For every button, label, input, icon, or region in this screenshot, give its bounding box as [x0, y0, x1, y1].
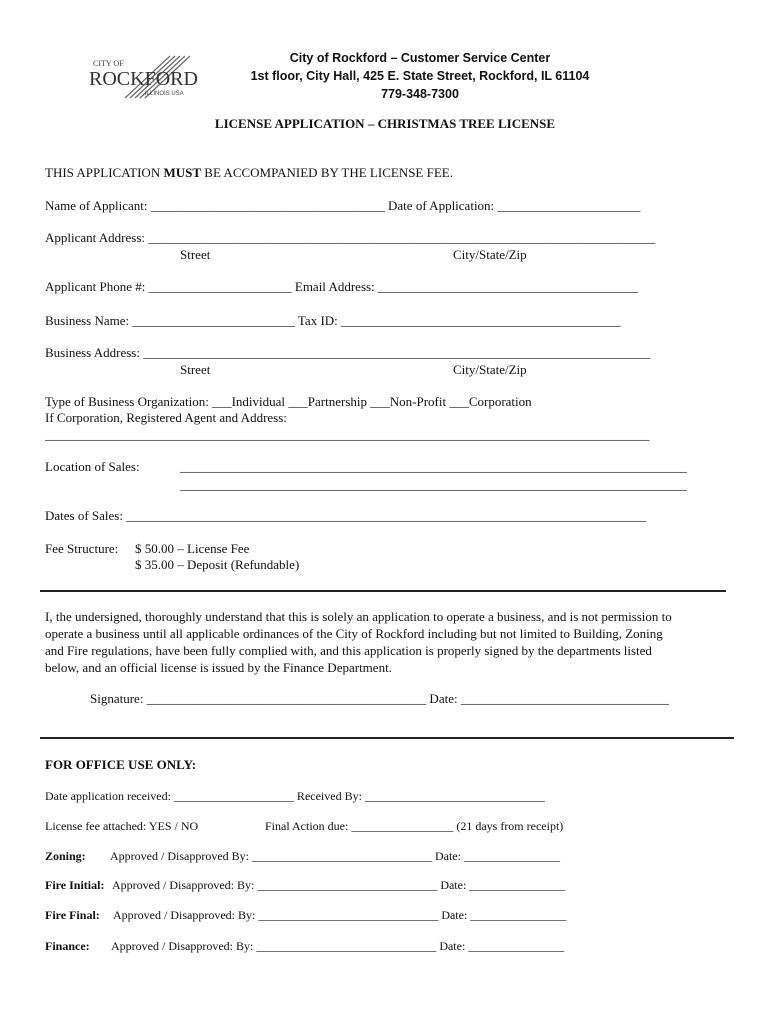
street-label-2: Street — [180, 362, 211, 377]
received-field[interactable]: Date application received: ____________________ Received By: ______________________________ — [45, 789, 545, 803]
header-phone: 779-348-7300 — [381, 87, 459, 101]
logo-line3: ILLINOIS USA — [145, 91, 184, 97]
phone-email-field[interactable]: Applicant Phone #: ______________________ Email Address: ________________________________________ — [45, 279, 638, 294]
logo-line2: ROCKFORD — [89, 68, 198, 90]
business-address-field[interactable]: Business Address: ______________________________________________________________________________ — [45, 345, 651, 360]
zoning-approval-field[interactable]: Approved / Disapproved By: ______________________________ Date: ________________ — [110, 849, 560, 863]
fire-final-label: Fire Final: — [45, 908, 100, 922]
finance-label: Finance: — [45, 939, 90, 953]
final-action-field[interactable]: Final Action due: _________________ (21 days from receipt) — [265, 819, 564, 833]
corp-agent-field[interactable]: _____________________________________________________________________________________________ — [45, 427, 650, 442]
applicant-name-field[interactable]: Name of Applicant: ____________________________________ Date of Application: ______________________ — [45, 198, 641, 213]
city-logo — [85, 48, 200, 104]
logo-line1: CITY OF — [93, 59, 124, 68]
business-name-field[interactable]: Business Name: _________________________ Tax ID: ___________________________________________ — [45, 313, 621, 328]
office-use-heading: FOR OFFICE USE ONLY: — [45, 757, 197, 772]
org-type-options[interactable]: Type of Business Organization: ___Individual ___Partnership ___Non-Profit ___Corporation — [45, 394, 532, 409]
page-title: LICENSE APPLICATION – CHRISTMAS TREE LICENSE — [214, 116, 556, 131]
location-field-2[interactable]: ______________________________________________________________________________ — [180, 477, 687, 492]
location-field-1[interactable]: ______________________________________________________________________________ — [180, 459, 687, 474]
signature-field[interactable]: Signature: ___________________________________________ Date: ________________________________ — [90, 691, 669, 706]
declaration-line4: below, and an official license is issued by the Finance Department. — [45, 660, 392, 675]
declaration-line3: and Fire regulations, have been fully complied with, and this application is properly signed by the departments listed — [45, 643, 652, 658]
fee-notice-emph: MUST — [163, 165, 202, 180]
applicant-address-field[interactable]: Applicant Address: ______________________________________________________________________________ — [45, 230, 656, 245]
deposit-fee: $ 35.00 – Deposit (Refundable) — [135, 557, 300, 572]
header-line2: 1st floor, City Hall, 425 E. State Street, Rockford, IL 61104 — [250, 69, 590, 83]
fire-initial-approval-field[interactable]: Approved / Disapproved: By: ______________________________ Date: ________________ — [112, 878, 566, 892]
fire-initial-label: Fire Initial: — [45, 878, 105, 892]
fee-attached-field[interactable]: License fee attached: YES / NO — [45, 819, 199, 833]
declaration-line2: operate a business until all applicable ordinances of the City of Rockford including but not limited to Building, Zoning — [45, 626, 663, 641]
citystatezip-label: City/State/Zip — [453, 247, 527, 262]
fee-notice-post: BE ACCOMPANIED BY THE LICENSE FEE. — [201, 165, 453, 180]
citystatezip-label-2: City/State/Zip — [453, 362, 527, 377]
fee-notice — [45, 165, 453, 181]
divider-2 — [40, 737, 734, 739]
fee-structure-label: Fee Structure: — [45, 541, 119, 556]
declaration-line1: I, the undersigned, thoroughly understand that this is solely an application to operate a business, and is not permission to — [45, 609, 672, 624]
finance-approval-field[interactable]: Approved / Disapproved: By: ______________________________ Date: ________________ — [111, 939, 565, 953]
location-label: Location of Sales: — [45, 459, 140, 474]
corp-agent-label: If Corporation, Registered Agent and Address: — [45, 410, 287, 425]
dates-of-sales-field[interactable]: Dates of Sales: ________________________________________________________________________________ — [45, 508, 647, 523]
rockford-logo-mark-icon — [85, 48, 200, 104]
license-fee: $ 50.00 – License Fee — [135, 541, 250, 556]
header-line1: City of Rockford – Customer Service Center — [289, 51, 551, 65]
zoning-label: Zoning: — [45, 849, 86, 863]
street-label: Street — [180, 247, 211, 262]
divider — [40, 590, 726, 592]
fee-notice-pre: THIS APPLICATION — [45, 165, 164, 180]
fire-final-approval-field[interactable]: Approved / Disapproved: By: ______________________________ Date: ________________ — [113, 908, 567, 922]
